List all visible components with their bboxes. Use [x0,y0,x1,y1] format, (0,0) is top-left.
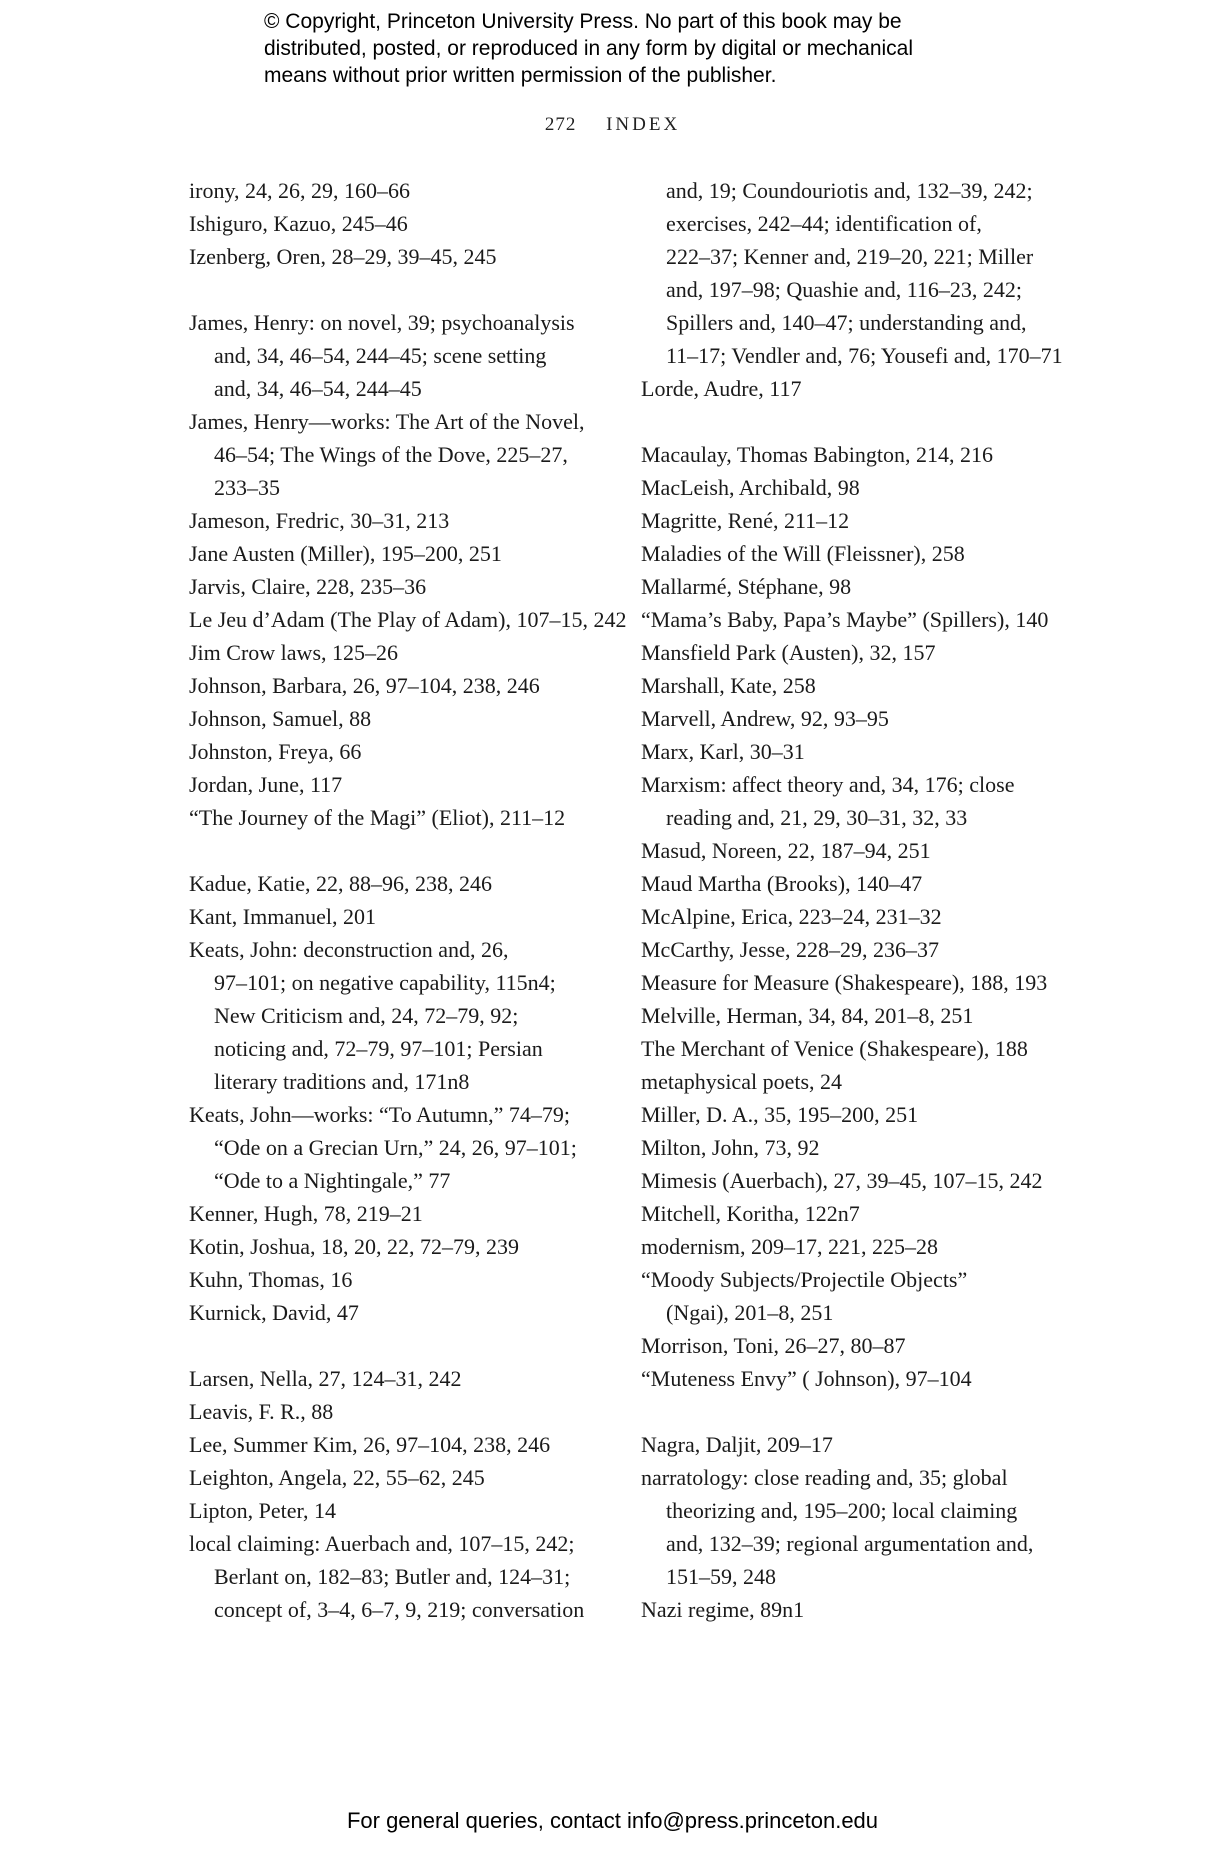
index-entry-continuation: and, 132–39; regional argumentation and, [666,1531,1034,1556]
index-entry: Macaulay, Thomas Babington, 214, 216 [641,442,993,467]
index-entry: Magritte, René, 211–12 [641,508,850,533]
index-entry-continuation: “Ode on a Grecian Urn,” 24, 26, 97–101; [214,1135,577,1160]
index-entry: McCarthy, Jesse, 228–29, 236–37 [641,937,939,962]
index-entry: Maud Martha (Brooks), 140–47 [641,871,923,896]
index-entry: Lipton, Peter, 14 [189,1498,336,1523]
index-entry-continuation: “Ode to a Nightingale,” 77 [214,1168,451,1193]
index-entry: McAlpine, Erica, 223–24, 231–32 [641,904,942,929]
index-letter-gap [641,1395,1071,1428]
index-entry: James, Henry: on novel, 39; psychoanalysis [189,310,575,335]
index-entry: Morrison, Toni, 26–27, 80–87 [641,1333,906,1358]
index-entry-continuation: Spillers and, 140–47; understanding and, [666,310,1027,335]
copyright-line: © Copyright, Princeton University Press. No part of this book may be [264,10,902,33]
copyright-line: means without prior written permission of the publisher. [264,64,777,87]
index-entry: Kotin, Joshua, 18, 20, 22, 72–79, 239 [189,1234,519,1259]
index-column-left [189,174,627,1626]
index-entry: Le Jeu d’Adam (The Play of Adam), 107–15, 242 [189,607,627,632]
index-entry: Izenberg, Oren, 28–29, 39–45, 245 [189,244,497,269]
section-title: INDEX [606,114,681,135]
copyright-notice [264,8,1024,89]
index-entry: Mitchell, Koritha, 122n7 [641,1201,860,1226]
index-entry: Jim Crow laws, 125–26 [189,640,398,665]
index-entry-continuation: concept of, 3–4, 6–7, 9, 219; conversation [214,1597,585,1622]
footer-contact: For general queries, contact info@press.princeton.edu [346,1808,879,1833]
index-entry-continuation: noticing and, 72–79, 97–101; Persian [214,1036,543,1061]
index-entry: Johnson, Samuel, 88 [189,706,372,731]
index-entry: “Muteness Envy” ( Johnson), 97–104 [641,1366,972,1391]
index-column-right [641,174,1071,1626]
index-entry-continuation: 151–59, 248 [666,1564,776,1589]
index-entry: Melville, Herman, 34, 84, 201–8, 251 [641,1003,974,1028]
index-entry: local claiming: Auerbach and, 107–15, 242; [189,1531,575,1556]
index-entry: Keats, John: deconstruction and, 26, [189,937,509,962]
index-entry: metaphysical poets, 24 [641,1069,843,1094]
index-entry: Larsen, Nella, 27, 124–31, 242 [189,1366,462,1391]
index-entry: Mallarmé, Stéphane, 98 [641,574,852,599]
index-entry: Johnson, Barbara, 26, 97–104, 238, 246 [189,673,540,698]
index-entry: Kant, Immanuel, 201 [189,904,376,929]
index-entry: Keats, John—works: “To Autumn,” 74–79; [189,1102,570,1127]
index-entry: Masud, Noreen, 22, 187–94, 251 [641,838,931,863]
index-entry: Kuhn, Thomas, 16 [189,1267,353,1292]
index-letter-gap [641,405,1071,438]
index-entry: Nagra, Daljit, 209–17 [641,1432,833,1457]
index-letter-gap [189,834,609,867]
index-entry: irony, 24, 26, 29, 160–66 [189,178,411,203]
index-entry: Leighton, Angela, 22, 55–62, 245 [189,1465,485,1490]
index-entry-continuation: and, 197–98; Quashie and, 116–23, 242; [666,277,1023,302]
index-entry: James, Henry—works: The Art of the Novel, [189,409,585,434]
running-head [0,114,1225,136]
index-letter-gap [189,1329,609,1362]
index-entry: Lee, Summer Kim, 26, 97–104, 238, 246 [189,1432,551,1457]
index-entry-continuation: and, 34, 46–54, 244–45; scene setting [214,343,547,368]
index-entry: Marvell, Andrew, 92, 93–95 [641,706,889,731]
index-entry: “The Journey of the Magi” (Eliot), 211–12 [189,805,566,830]
index-entry: Marshall, Kate, 258 [641,673,816,698]
index-entry: Nazi regime, 89n1 [641,1597,805,1622]
index-entry: Marx, Karl, 30–31 [641,739,805,764]
index-entry-continuation: and, 19; Coundouriotis and, 132–39, 242; [666,178,1033,203]
index-entry: Kenner, Hugh, 78, 219–21 [189,1201,423,1226]
index-entry: Jarvis, Claire, 228, 235–36 [189,574,427,599]
copyright-line: distributed, posted, or reproduced in any form by digital or mechanical [264,37,914,60]
index-entry: MacLeish, Archibald, 98 [641,475,860,500]
index-entry-continuation: reading and, 21, 29, 30–31, 32, 33 [666,805,968,830]
index-entry-continuation: (Ngai), 201–8, 251 [666,1300,834,1325]
index-entry: Jameson, Fredric, 30–31, 213 [189,508,450,533]
index-entry: Jordan, June, 117 [189,772,343,797]
index-entry-continuation: New Criticism and, 24, 72–79, 92; [214,1003,519,1028]
index-entry: Mansfield Park (Austen), 32, 157 [641,640,936,665]
index-entry-continuation: literary traditions and, 171n8 [214,1069,470,1094]
index-entry: Measure for Measure (Shakespeare), 188, 193 [641,970,1048,995]
index-entry: modernism, 209–17, 221, 225–28 [641,1234,938,1259]
index-entry: Ishiguro, Kazuo, 245–46 [189,211,408,236]
index-entry: Kadue, Katie, 22, 88–96, 238, 246 [189,871,493,896]
index-entry: Mimesis (Auerbach), 27, 39–45, 107–15, 242 [641,1168,1043,1193]
index-entry: Jane Austen (Miller), 195–200, 251 [189,541,502,566]
index-entry: Maladies of the Will (Fleissner), 258 [641,541,965,566]
index-entry-continuation: 233–35 [214,475,280,500]
index-entry: Johnston, Freya, 66 [189,739,362,764]
index-entry-continuation: and, 34, 46–54, 244–45 [214,376,422,401]
index-entry: Marxism: affect theory and, 34, 176; close [641,772,1015,797]
index-entry-continuation: theorizing and, 195–200; local claiming [666,1498,1018,1523]
index-entry: narratology: close reading and, 35; global [641,1465,1008,1490]
index-entry: Lorde, Audre, 117 [641,376,802,401]
index-entry: Milton, John, 73, 92 [641,1135,820,1160]
index-entry: Miller, D. A., 35, 195–200, 251 [641,1102,919,1127]
index-entry-continuation: exercises, 242–44; identification of, [666,211,982,236]
index-entry-continuation: 222–37; Kenner and, 219–20, 221; Miller [666,244,1034,269]
index-entry: “Mama’s Baby, Papa’s Maybe” (Spillers), 140 [641,607,1049,632]
index-entry: Kurnick, David, 47 [189,1300,359,1325]
page-number: 272 [544,114,577,135]
index-entry-continuation: Berlant on, 182–83; Butler and, 124–31; [214,1564,571,1589]
index-entry: “Moody Subjects/Projectile Objects” [641,1267,968,1292]
index-letter-gap [189,273,609,306]
index-entry: The Merchant of Venice (Shakespeare), 188 [641,1036,1028,1061]
index-entry-continuation: 97–101; on negative capability, 115n4; [214,970,556,995]
index-entry-continuation: 11–17; Vendler and, 76; Yousefi and, 170–71 [666,343,1063,368]
index-entry-continuation: 46–54; The Wings of the Dove, 225–27, [214,442,568,467]
index-entry: Leavis, F. R., 88 [189,1399,334,1424]
